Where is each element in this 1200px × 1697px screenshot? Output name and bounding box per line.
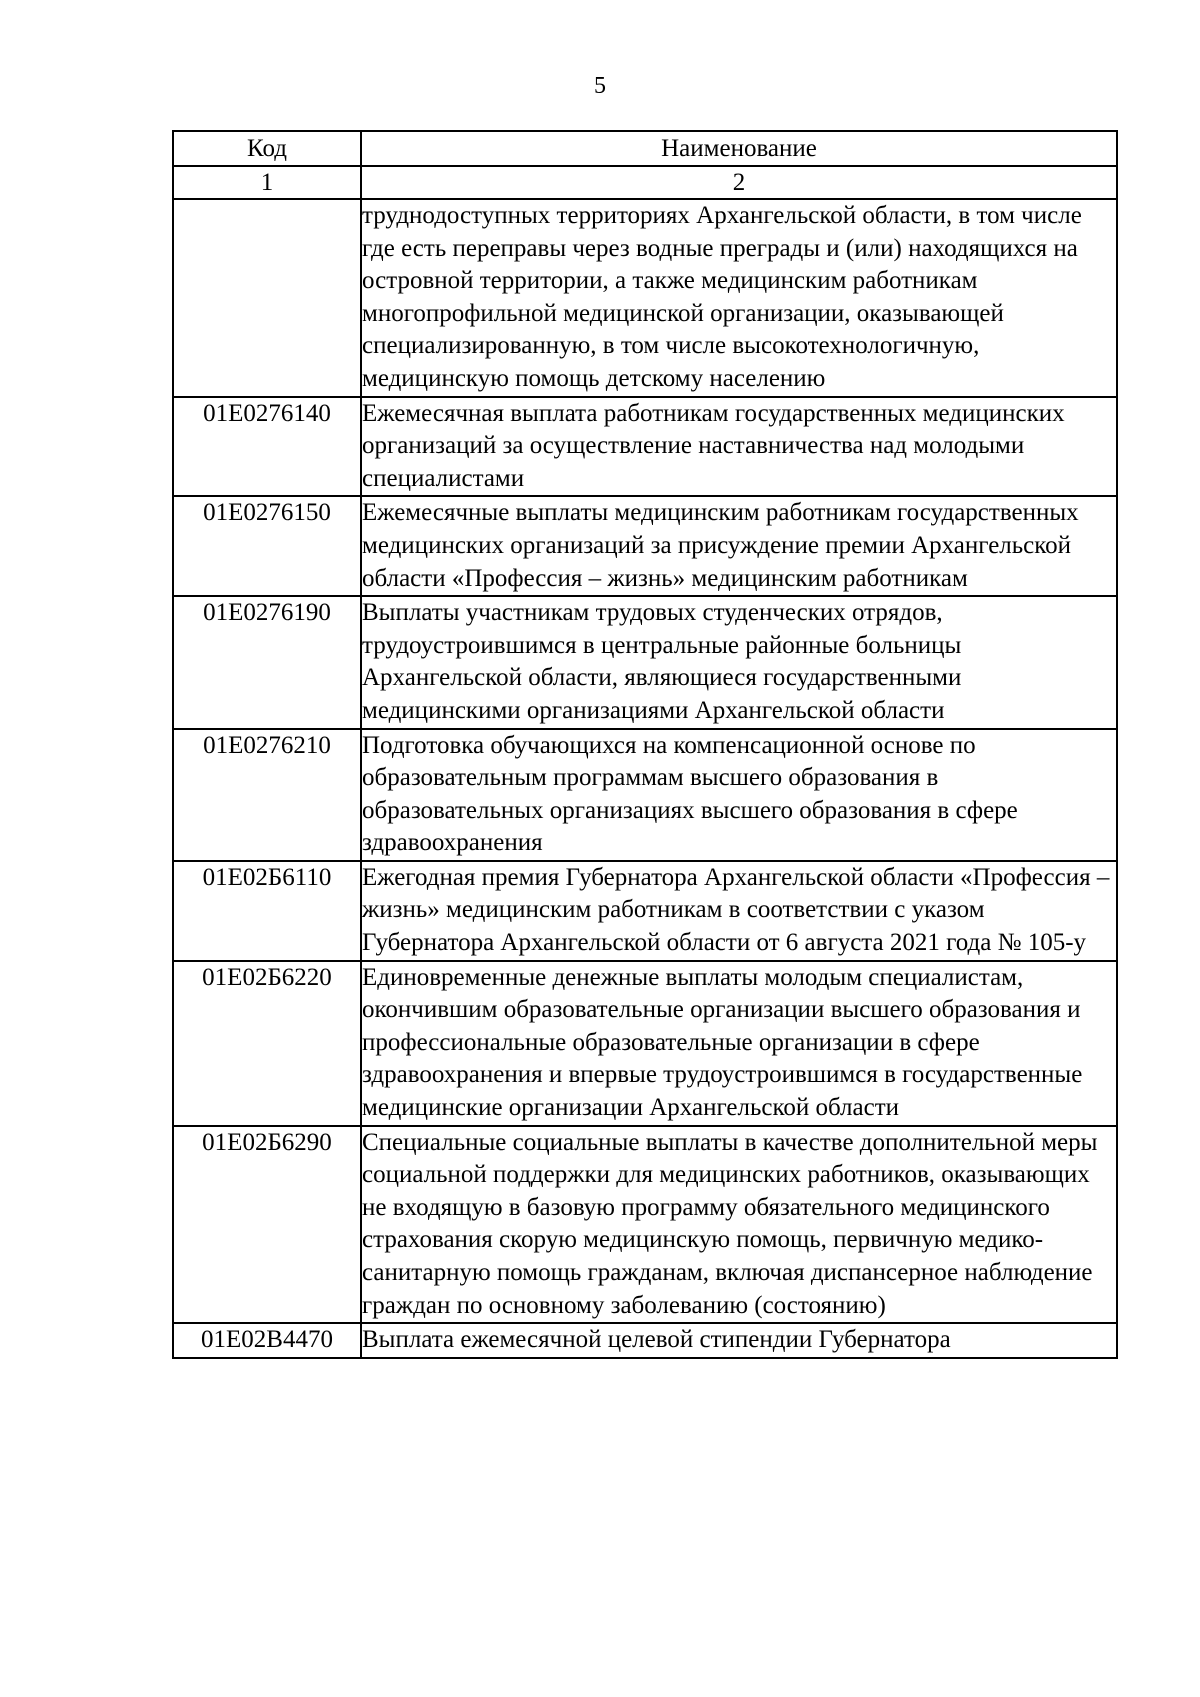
table-body	[173, 199, 1117, 1358]
header-name: Наименование	[361, 131, 1117, 166]
row-code: 01Е0276190	[173, 596, 361, 728]
row-name: Выплаты участникам трудовых студенческих отрядов, трудоустроившимся в центральные районные больницы Архангельской области, являющиеся государственными медицинскими организациями Архангельской области	[361, 596, 1117, 728]
row-name: Ежегодная премия Губернатора Архангельской области «Профессия – жизнь» медицинским работникам в соответствии с указом Губернатора Архангельской области от 6 августа 2021 года № 105-у	[361, 861, 1117, 961]
budget-code-table	[172, 130, 1118, 1359]
row-code: 01Е02Б6110	[173, 861, 361, 961]
row-name: Выплата ежемесячной целевой стипендии Губернатора	[361, 1323, 1117, 1358]
table-header	[173, 131, 1117, 199]
table-row	[173, 729, 1117, 861]
column-number-row	[173, 166, 1117, 199]
table-row	[173, 199, 1117, 397]
row-code: 01Е02Б6220	[173, 961, 361, 1126]
table-row	[173, 961, 1117, 1126]
row-name: Подготовка обучающихся на компенсационной основе по образовательным программам высшего образования в образовательных организациях высшего образования в сфере здравоохранения	[361, 729, 1117, 861]
table-row	[173, 596, 1117, 728]
table-row	[173, 397, 1117, 497]
column-number-name: 2	[361, 166, 1117, 199]
row-name: труднодоступных территориях Архангельской области, в том числе где есть переправы через водные преграды и (или) находящихся на островной территории, а также медицинским работникам многопрофильной медицинской организации, оказывающей специализированную, в том числе высокотехнологичную, медицинскую помощь детскому населению	[361, 199, 1117, 397]
table-row	[173, 496, 1117, 596]
header-row	[173, 131, 1117, 166]
table-row	[173, 1126, 1117, 1324]
row-name: Ежемесячная выплата работникам государственных медицинских организаций за осуществление наставничества над молодыми специалистами	[361, 397, 1117, 497]
row-code	[173, 199, 361, 397]
row-name: Ежемесячные выплаты медицинским работникам государственных медицинских организаций за присуждение премии Архангельской области «Профессия – жизнь» медицинским работникам	[361, 496, 1117, 596]
row-code: 01Е0276150	[173, 496, 361, 596]
table-row	[173, 1323, 1117, 1358]
page-number: 5	[594, 73, 606, 99]
row-code: 01Е0276140	[173, 397, 361, 497]
table-row	[173, 861, 1117, 961]
header-code: Код	[173, 131, 361, 166]
row-code: 01Е02В4470	[173, 1323, 361, 1358]
column-number-code: 1	[173, 166, 361, 199]
row-name: Специальные социальные выплаты в качестве дополнительной меры социальной поддержки для медицинских работников, оказывающих не входящую в базовую программу обязательного медицинского страхования скорую медицинскую помощь, первичную медико-санитарную помощь гражданам, включая диспансерное наблюдение граждан по основному заболеванию (состоянию)	[361, 1126, 1117, 1324]
row-code: 01Е0276210	[173, 729, 361, 861]
row-code: 01Е02Б6290	[173, 1126, 361, 1324]
row-name: Единовременные денежные выплаты молодым специалистам, окончившим образовательные организации высшего образования и профессиональные образовательные организации в сфере здравоохранения и впервые трудоустроившимся в государственные медицинские организации Архангельской области	[361, 961, 1117, 1126]
